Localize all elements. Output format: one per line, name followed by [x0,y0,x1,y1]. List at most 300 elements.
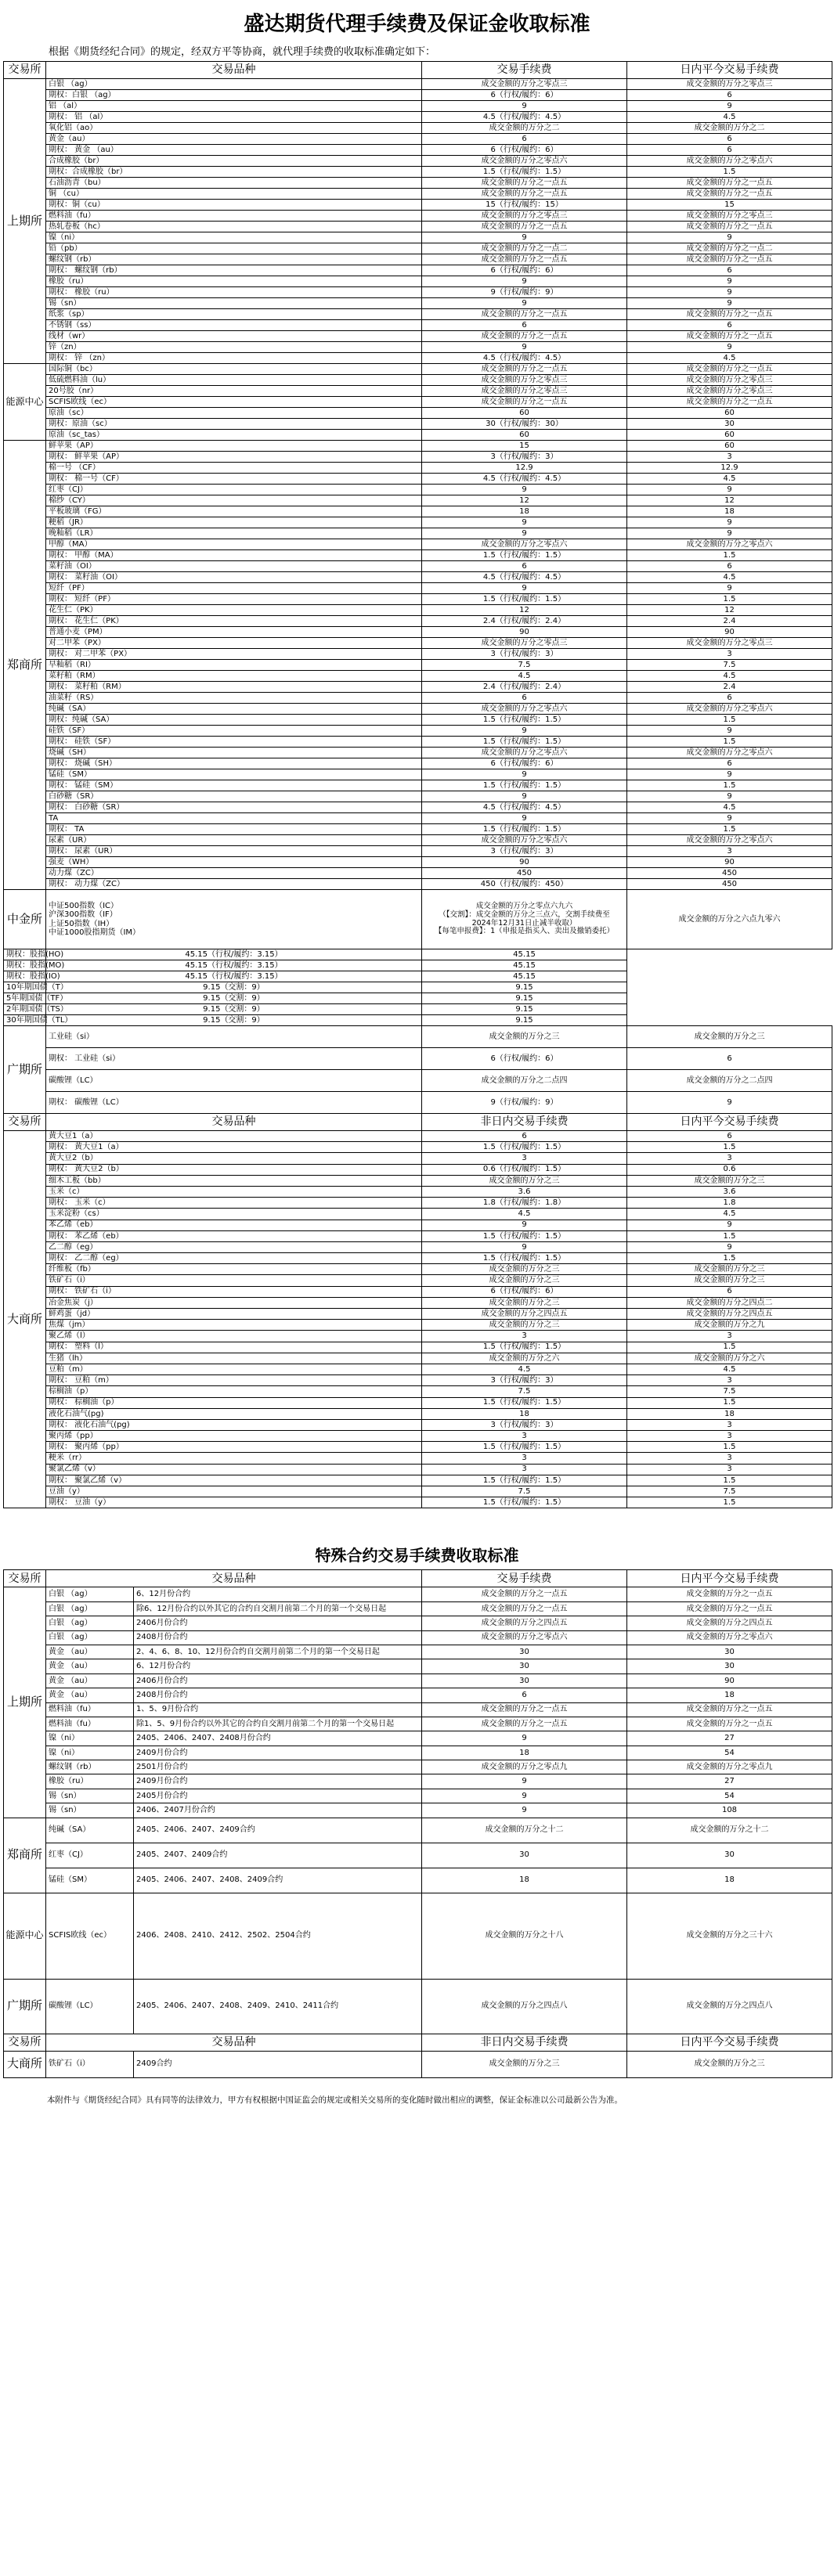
cell-intraday: 3 [627,1453,832,1464]
table-row [4,1659,832,1673]
cell-intraday: 6 [627,90,832,101]
cell-product: 燃料油（fu） [46,211,422,222]
cell-fee: 成交金额的万分之零点三 [422,386,627,397]
cell-product: TA [46,813,422,824]
cell-product: 20号胶（nr） [46,386,422,397]
header-product: 交易品种 [46,1570,422,1587]
cell-intraday: 3 [627,1419,832,1430]
cell-fee: 成交金额的万分之三 [422,1264,627,1275]
cell-fee: 成交金额的万分之零点三 [422,375,627,386]
cell-fee: 9 [422,1803,627,1818]
special-header-dce [4,2034,832,2051]
cell-intraday: 成交金额的万分之四点二 [627,1297,832,1308]
table-row [4,1760,832,1774]
cell-intraday: 9.15 [422,1015,627,1026]
cell-fee: 18 [422,1408,627,1419]
table-row [4,1048,832,1070]
table-row [4,1220,832,1230]
cell-product: 镍（ni） [46,232,422,243]
cell-fee: 7.5 [422,1386,627,1397]
cell-intraday: 6 [627,561,832,572]
table-row [4,1015,832,1026]
cell-fee: 成交金额的万分之零点九 [422,1760,627,1774]
cell-intraday: 1.5 [627,594,832,605]
cell-product: 锌（zn） [46,342,422,353]
exchange-name: 能源中心 [4,364,46,441]
cell-fee: 成交金额的万分之三 [422,1297,627,1308]
table-row [4,276,832,287]
cell-intraday: 1.5 [627,1253,832,1264]
cell-fee: 成交金额的万分之一点五 [422,1587,627,1601]
table-row [4,1673,832,1688]
cell-fee: 成交金额的万分之一点五 [422,397,627,408]
cell-intraday: 成交金额的万分之零点六 [627,748,832,758]
cell-fee: 6 [422,1131,627,1142]
cell-fee: 成交金额的万分之一点二 [422,243,627,254]
table-row [4,517,832,528]
table-row [4,1004,832,1015]
cell-intraday: 1.5 [627,1142,832,1153]
cell-intraday: 54 [627,1789,832,1803]
intro-text: 根据《期货经纪合同》的规定，经双方平等协商，就代理手续费的收取标准确定如下： [49,46,436,58]
cell-intraday: 9.15 [422,982,627,993]
table-row [4,693,832,704]
cell-intraday: 成交金额的万分之零点六 [627,704,832,715]
cell-fee: 9.15（交割：9） [46,993,422,1004]
table-row [4,1186,832,1197]
cell-product: 期权： 短纤（PF） [46,594,422,605]
cell-product: 期权： 苯乙烯（eb） [46,1230,422,1241]
cell-intraday: 1.5 [627,1497,832,1508]
cell-product: 期权： 乙二醇（eg） [46,1253,422,1264]
cell-product: 锡（sn） [46,298,422,309]
table-row [4,101,832,112]
exchange-name: 广期所 [4,1026,46,1114]
cell-fee: 6 [422,320,627,331]
cell-product: 期权：白银 （ag） [46,90,422,101]
cell-product: 铁矿石（i） [46,2051,134,2077]
cell-product: 2年期国债（TS） [4,1004,46,1015]
cell-intraday: 6 [627,134,832,145]
cell-contract: 2406、2408、2410、2412、2502、2504合约 [134,1893,422,1979]
cell-intraday: 30 [627,419,832,430]
cell-intraday: 成交金额的万分之一点五 [627,364,832,375]
cell-product: 豆粕（m） [46,1364,422,1374]
cell-intraday: 90 [627,1673,832,1688]
cell-product: 白银 （ag） [46,1616,134,1630]
table-row [4,1264,832,1275]
cell-intraday: 成交金额的万分之零点六 [627,156,832,167]
cell-intraday: 成交金额的万分之零点三 [627,386,832,397]
cell-product: 期权： 黄金 （au） [46,145,422,156]
cell-product: 螺纹钢（rb） [46,1760,134,1774]
table-row [4,1868,832,1893]
cell-intraday: 成交金额的万分之三十六 [627,1893,832,1979]
cell-intraday: 18 [627,1688,832,1702]
cell-intraday: 成交金额的万分之一点五 [627,1587,832,1601]
table-row [4,320,832,331]
table-row [4,287,832,298]
cell-fee: 9 [422,726,627,737]
cell-contract: 2406、2407月份合约 [134,1803,422,1818]
cell-product: 油菜籽（RS） [46,693,422,704]
cell-product: 甲醇（MA） [46,539,422,550]
cell-contract: 2405、2406、2407、2408、2409合约 [134,1868,422,1893]
cell-intraday: 6 [627,758,832,769]
cell-intraday: 9 [627,517,832,528]
table-row [4,1375,832,1386]
cell-product: 氧化铝（ao） [46,123,422,134]
cell-product: 中证500指数（IC） 沪深300指数（IF） 上证50指数（IH） 中证1000股指期货（IM） [46,890,422,949]
cell-product: 纯碱（SA） [46,1818,134,1843]
cell-product: 晚籼稻（LR） [46,528,422,539]
cell-product: 白银 （ag） [46,1601,134,1616]
cell-product: 期权：股指(MO) [4,960,46,971]
cell-product: 期权： 棕榈油（p） [46,1397,422,1408]
cell-product: 期权： 铁矿石（i） [46,1286,422,1297]
cell-intraday: 成交金额的万分之一点五 [627,331,832,342]
exchange-name: 郑商所 [4,1818,46,1893]
cell-fee: 15（行权/履约：15） [422,200,627,211]
cell-fee: 9 [422,791,627,802]
table-row [4,879,832,890]
cell-product: 冶金焦炭（j） [46,1297,422,1308]
table-row [4,1230,832,1241]
cell-product: 黄大豆1（a） [46,1131,422,1142]
table-row [4,430,832,441]
cell-fee: 成交金额的万分之零点六 [422,156,627,167]
cell-intraday: 成交金额的万分之六点九零六 [627,890,832,949]
cell-fee: 18 [422,506,627,517]
cell-product: 10年期国债（T） [4,982,46,993]
cell-intraday: 4.5 [627,572,832,583]
table-row [4,780,832,791]
cell-product: 低硫燃料油（lu） [46,375,422,386]
cell-product: 棉纱（CY） [46,495,422,506]
cell-fee: 6（行权/履约：6） [422,1286,627,1297]
cell-intraday: 450 [627,879,832,890]
cell-intraday: 9 [627,276,832,287]
cell-intraday: 1.5 [627,167,832,178]
table-row [4,1408,832,1419]
table-row [4,1342,832,1353]
table-row [4,638,832,649]
cell-intraday: 4.5 [627,112,832,123]
cell-product: 期权： 聚氯乙烯（v） [46,1475,422,1486]
table-row [4,1353,832,1364]
cell-contract: 2406月份合约 [134,1616,422,1630]
special-title: 特殊合约交易手续费收取标准 [315,1545,519,1565]
cell-product: 白银 （ag） [46,1587,134,1601]
cell-fee: 1.5（行权/履约：1.5） [422,737,627,748]
cell-intraday: 15 [627,200,832,211]
cell-intraday: 成交金额的万分之二点四 [627,1070,832,1092]
header-fee: 交易手续费 [422,62,627,79]
cell-fee: 成交金额的万分之零点三 [422,79,627,90]
cell-product: 红枣（CJ） [46,485,422,495]
cell-product: 国际铜（bc） [46,364,422,375]
cell-product: 液化石油气(pg) [46,1408,422,1419]
cell-intraday: 45.15 [422,971,627,982]
table-row [4,671,832,682]
table-row [4,583,832,594]
cell-fee: 3（行权/履约：3） [422,846,627,857]
table-row [4,1131,832,1142]
table-row [4,528,832,539]
cell-contract: 2501月份合约 [134,1760,422,1774]
cell-intraday: 3 [627,1431,832,1442]
cell-product: 燃料油（fu） [46,1717,134,1731]
cell-fee: 9 [422,1789,627,1803]
cell-product: 鲜苹果（AP） [46,441,422,452]
table-row [4,342,832,353]
cell-intraday: 成交金额的万分之十二 [627,1818,832,1843]
cell-intraday: 成交金额的万分之一点五 [627,254,832,265]
cell-fee: 450（行权/履约：450） [422,879,627,890]
cell-contract: 6、12月份合约 [134,1587,422,1601]
table-row [4,1364,832,1374]
table-row [4,868,832,879]
cell-fee: 6（行权/履约：6） [422,758,627,769]
cell-fee: 3 [422,1453,627,1464]
table-row [4,452,832,463]
cell-product: 期权： 塑料（l） [46,1342,422,1353]
cell-contract: 2409月份合约 [134,1774,422,1789]
header-intraday: 日内平今交易手续费 [627,62,832,79]
cell-product: SCFIS欧线（ec） [46,1893,134,1979]
cell-fee: 成交金额的万分之三 [422,1275,627,1286]
cell-intraday: 成交金额的万分之三 [627,1264,832,1275]
cell-fee: 30（行权/履约：30） [422,419,627,430]
table-row [4,1026,832,1048]
cell-fee: 6 [422,693,627,704]
cell-fee: 9 [422,1241,627,1252]
exchange-name: 大商所 [4,2051,46,2077]
footnote: 本附件与《期货经纪合同》具有同等的法律效力，甲方有权根据中国证监会的规定或相关交易所的变化随时做出相应的调整，保证金标准以公司最新公告为准。 [47,2095,623,2105]
cell-intraday: 3 [627,846,832,857]
cell-intraday: 成交金额的万分之一点五 [627,1601,832,1616]
cell-fee: 30 [422,1645,627,1659]
cell-product: 不锈钢（ss） [46,320,422,331]
header-exchange: 交易所 [4,1114,46,1131]
cell-contract: 2、4、6、8、10、12月份合约自交割月前第二个月的第一个交易日起 [134,1645,422,1659]
exchange-name: 郑商所 [4,441,46,890]
cell-product: 粳米（rr） [46,1453,422,1464]
cell-product: 期权： 豆粕（m） [46,1375,422,1386]
table-row [4,791,832,802]
table-row [4,1645,832,1659]
special-header [4,1570,832,1587]
table-row [4,704,832,715]
table-row [4,1331,832,1342]
cell-intraday: 9 [627,1220,832,1230]
table-row [4,1688,832,1702]
cell-product: 黄金 （au） [46,1673,134,1688]
cell-product: 菜籽油（OI） [46,561,422,572]
cell-fee: 成交金额的万分之一点五 [422,254,627,265]
cell-product: 原油（sc） [46,408,422,419]
table-row [4,1746,832,1760]
cell-intraday: 9 [627,232,832,243]
cell-product: 纤维板（fb） [46,1264,422,1275]
cell-intraday: 12 [627,495,832,506]
cell-intraday: 9 [627,1092,832,1114]
cell-product: 期权： 花生仁（PK） [46,616,422,627]
cell-product: 早籼稻（RI） [46,660,422,671]
cell-product: 黄金 （au） [46,1645,134,1659]
cell-intraday: 成交金额的万分之一点二 [627,243,832,254]
cell-fee: 9（行权/履约：9） [422,1092,627,1114]
cell-fee: 9 [422,342,627,353]
cell-fee: 1.5（行权/履约：1.5） [422,550,627,561]
table-row [4,890,832,949]
cell-product: 黄金 （au） [46,1688,134,1702]
cell-intraday: 54 [627,1746,832,1760]
cell-intraday: 1.5 [627,715,832,726]
table-row [4,2051,832,2077]
cell-fee: 6 [422,1688,627,1702]
cell-fee: 90 [422,857,627,868]
cell-fee: 6 [422,134,627,145]
table-row [4,1587,832,1601]
table-row [4,769,832,780]
cell-fee: 6（行权/履约：6） [422,145,627,156]
special-group-dce [4,2051,832,2077]
header-intraday: 日内平今交易手续费 [627,1570,832,1587]
cell-product: 期权： 工业硅（si） [46,1048,422,1070]
cell-intraday: 成交金额的万分之零点三 [627,211,832,222]
cell-intraday: 27 [627,1774,832,1789]
cell-fee: 9 [422,1774,627,1789]
cell-product: 锰硅（SM） [46,1868,134,1893]
table-row [4,1803,832,1818]
table-row [4,134,832,145]
cell-fee: 2.4（行权/履约：2.4） [422,616,627,627]
header-fee: 非日内交易手续费 [422,2034,627,2051]
cell-fee: 2.4（行权/履约：2.4） [422,682,627,693]
cell-intraday: 3 [627,1464,832,1475]
table-row [4,1616,832,1630]
cell-fee: 3（行权/履约：3） [422,649,627,660]
table-row [4,605,832,616]
cell-fee: 7.5 [422,1486,627,1497]
cell-product: 碳酸锂（LC） [46,1070,422,1092]
exchange-name: 广期所 [4,1979,46,2034]
cell-intraday: 成交金额的万分之一点五 [627,222,832,232]
cell-fee: 18 [422,1746,627,1760]
cell-intraday: 1.5 [627,824,832,835]
cell-contract: 2409合约 [134,2051,422,2077]
cell-fee: 3（行权/履约：3） [422,452,627,463]
cell-product: 细木工板（bb） [46,1175,422,1186]
cell-product: 热轧卷板（hc） [46,222,422,232]
table-row [4,1092,832,1114]
table-row [4,441,832,452]
cell-product: 碳酸锂（LC） [46,1979,134,2034]
table-row [4,1386,832,1397]
table-row [4,971,832,982]
header-product: 交易品种 [46,1114,422,1131]
cell-fee: 4.5 [422,1209,627,1220]
cell-product: 期权： 铝 （al） [46,112,422,123]
cell-product: 期权： 菜籽油（OI） [46,572,422,583]
cell-fee: 3 [422,1153,627,1164]
cell-intraday: 30 [627,1843,832,1868]
cell-fee: 成交金额的万分之二 [422,123,627,134]
cell-fee: 成交金额的万分之十二 [422,1818,627,1843]
header-intraday: 日内平今交易手续费 [627,1114,832,1131]
cell-fee: 9 [422,517,627,528]
cell-intraday: 60 [627,441,832,452]
cell-fee: 成交金额的万分之零点三 [422,638,627,649]
cell-product: 期权： 动力煤（ZC） [46,879,422,890]
cell-intraday: 30 [627,1645,832,1659]
cell-product: 橡胶（ru） [46,1774,134,1789]
table-row [4,331,832,342]
cell-contract: 除1、5、9月份合约以外其它的合约自交割月前第二个月的第一个交易日起 [134,1717,422,1731]
header-exchange: 交易所 [4,1570,46,1587]
table-row [4,1297,832,1308]
header-product: 交易品种 [46,62,422,79]
cell-product: 期权： 白砂糖（SR） [46,802,422,813]
table-row [4,112,832,123]
cell-product: 聚丙烯（pp） [46,1431,422,1442]
table-row [4,1175,832,1186]
table-row [4,211,832,222]
header-exchange: 交易所 [4,2034,46,2051]
cell-product: 白砂糖（SR） [46,791,422,802]
special-group-gfex [4,1979,832,2034]
cell-product: 强麦（WH） [46,857,422,868]
cell-fee: 9（行权/履约：9） [422,287,627,298]
cell-product: 期权： 碳酸锂（LC） [46,1092,422,1114]
cell-intraday: 成交金额的万分之九 [627,1320,832,1331]
cell-fee: 30 [422,1843,627,1868]
table-row [4,1475,832,1486]
cell-fee: 9 [422,298,627,309]
table-row [4,189,832,200]
cell-intraday: 1.5 [627,737,832,748]
table-row [4,1320,832,1331]
cell-fee: 6（行权/履约：6） [422,265,627,276]
cell-intraday: 6 [627,265,832,276]
cell-intraday: 1.5 [627,1442,832,1453]
cell-product: 苯乙烯（eb） [46,1220,422,1230]
cell-fee: 成交金额的万分之零点六 [422,748,627,758]
table-row [4,463,832,474]
cell-intraday: 成交金额的万分之零点三 [627,638,832,649]
cell-product: 期权： 锌 （zn） [46,353,422,364]
cell-intraday: 18 [627,1868,832,1893]
cell-intraday: 成交金额的万分之零点九 [627,1760,832,1774]
cell-product: 烧碱（SH） [46,748,422,758]
cell-fee: 1.5（行权/履约：1.5） [422,1253,627,1264]
cell-product: 粳稻（JR） [46,517,422,528]
cell-product: 红枣（CJ） [46,1843,134,1868]
cell-fee: 12 [422,495,627,506]
cell-intraday: 18 [627,1408,832,1419]
table-row [4,857,832,868]
cell-intraday: 7.5 [627,660,832,671]
cell-product: 白银 （ag） [46,79,422,90]
cell-intraday: 成交金额的万分之三 [627,1275,832,1286]
cell-intraday: 成交金额的万分之六 [627,1353,832,1364]
cell-fee: 成交金额的万分之一点五 [422,331,627,342]
cell-fee: 9.15（交割：9） [46,1015,422,1026]
cell-contract: 2408月份合约 [134,1630,422,1645]
cell-product: 纸浆（sp） [46,309,422,320]
table-row [4,1309,832,1320]
